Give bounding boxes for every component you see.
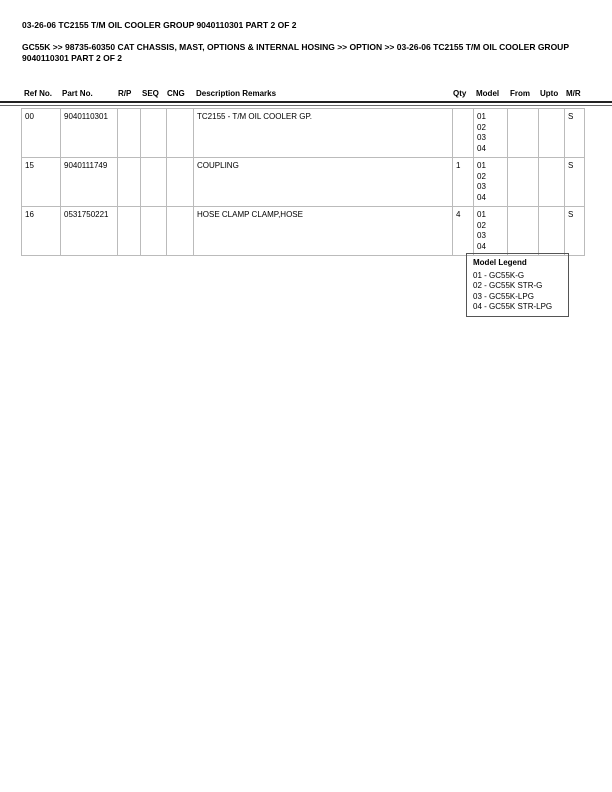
cell-ref: 16 [22, 207, 61, 256]
cell-models [474, 158, 508, 207]
model-legend [466, 253, 569, 317]
cell-models [474, 207, 508, 256]
header-qty: Qty [453, 89, 467, 98]
model-code: 04 [477, 192, 486, 202]
legend-item: 02 - GC55K STR-G [473, 281, 543, 290]
header-part: Part No. [62, 89, 93, 98]
table-row [22, 207, 585, 256]
header-rule [0, 101, 612, 106]
cell-from [508, 109, 539, 158]
cell-desc: COUPLING [194, 158, 453, 207]
cell-seq [141, 207, 167, 256]
cell-mr: S [565, 158, 585, 207]
breadcrumb: GC55K >> 98735-60350 CAT CHASSIS, MAST, OPTIONS & INTERNAL HOSING >> OPTION >> 03-26-06 TC2155 T/M OIL COOLER GROUP 9040110301 PART 2 OF 2 [22, 42, 569, 63]
cell-rp [118, 109, 141, 158]
legend-item: 03 - GC55K-LPG [473, 291, 534, 301]
header-ref: Ref No. [24, 89, 52, 98]
header-model: Model [476, 89, 500, 98]
model-code: 03 [477, 231, 486, 240]
cell-seq [141, 109, 167, 158]
cell-cng [167, 158, 194, 207]
cell-qty [453, 109, 474, 158]
cell-desc: HOSE CLAMP CLAMP,HOSE [194, 207, 453, 256]
cell-upto [539, 109, 565, 158]
model-code: 02 [477, 171, 486, 181]
cell-desc: TC2155 - T/M OIL COOLER GP. [194, 109, 453, 158]
model-code: 02 [477, 122, 486, 132]
cell-part: 0531750221 [61, 207, 118, 256]
header-cng: CNG [167, 89, 185, 98]
cell-rp [118, 158, 141, 207]
cell-qty: 4 [453, 207, 474, 256]
cell-part: 9040111749 [61, 158, 118, 207]
cell-cng [167, 207, 194, 256]
header-rp: R/P [118, 89, 132, 98]
table-row [22, 109, 585, 158]
cell-from [508, 207, 539, 256]
header-upto: Upto [540, 89, 559, 98]
model-code: 02 [477, 220, 486, 230]
parts-table [21, 108, 585, 256]
model-code: 01 [477, 210, 486, 219]
header-seq: SEQ [142, 89, 159, 98]
cell-from [508, 158, 539, 207]
cell-mr: S [565, 207, 585, 256]
model-code: 01 [477, 161, 486, 170]
cell-part: 9040110301 [61, 109, 118, 158]
legend-title: Model Legend [473, 258, 527, 267]
cell-rp [118, 207, 141, 256]
header-desc: Description Remarks [196, 89, 277, 98]
table-row [22, 158, 585, 207]
page-title: 03-26-06 TC2155 T/M OIL COOLER GROUP 9040110301 PART 2 OF 2 [22, 20, 297, 30]
cell-models [474, 109, 508, 158]
cell-ref: 15 [22, 158, 61, 207]
model-code: 04 [477, 241, 486, 251]
model-code: 03 [477, 182, 486, 191]
cell-upto [539, 207, 565, 256]
legend-item: 01 - GC55K-G [473, 270, 525, 280]
cell-ref: 00 [22, 109, 61, 158]
cell-qty: 1 [453, 158, 474, 207]
cell-seq [141, 158, 167, 207]
header-mr: M/R [566, 89, 581, 98]
model-code: 03 [477, 133, 486, 142]
model-code: 04 [477, 143, 486, 153]
cell-cng [167, 109, 194, 158]
cell-mr: S [565, 109, 585, 158]
model-code: 01 [477, 112, 486, 121]
legend-item: 04 - GC55K STR-LPG [473, 302, 553, 311]
header-from: From [510, 89, 530, 98]
cell-upto [539, 158, 565, 207]
